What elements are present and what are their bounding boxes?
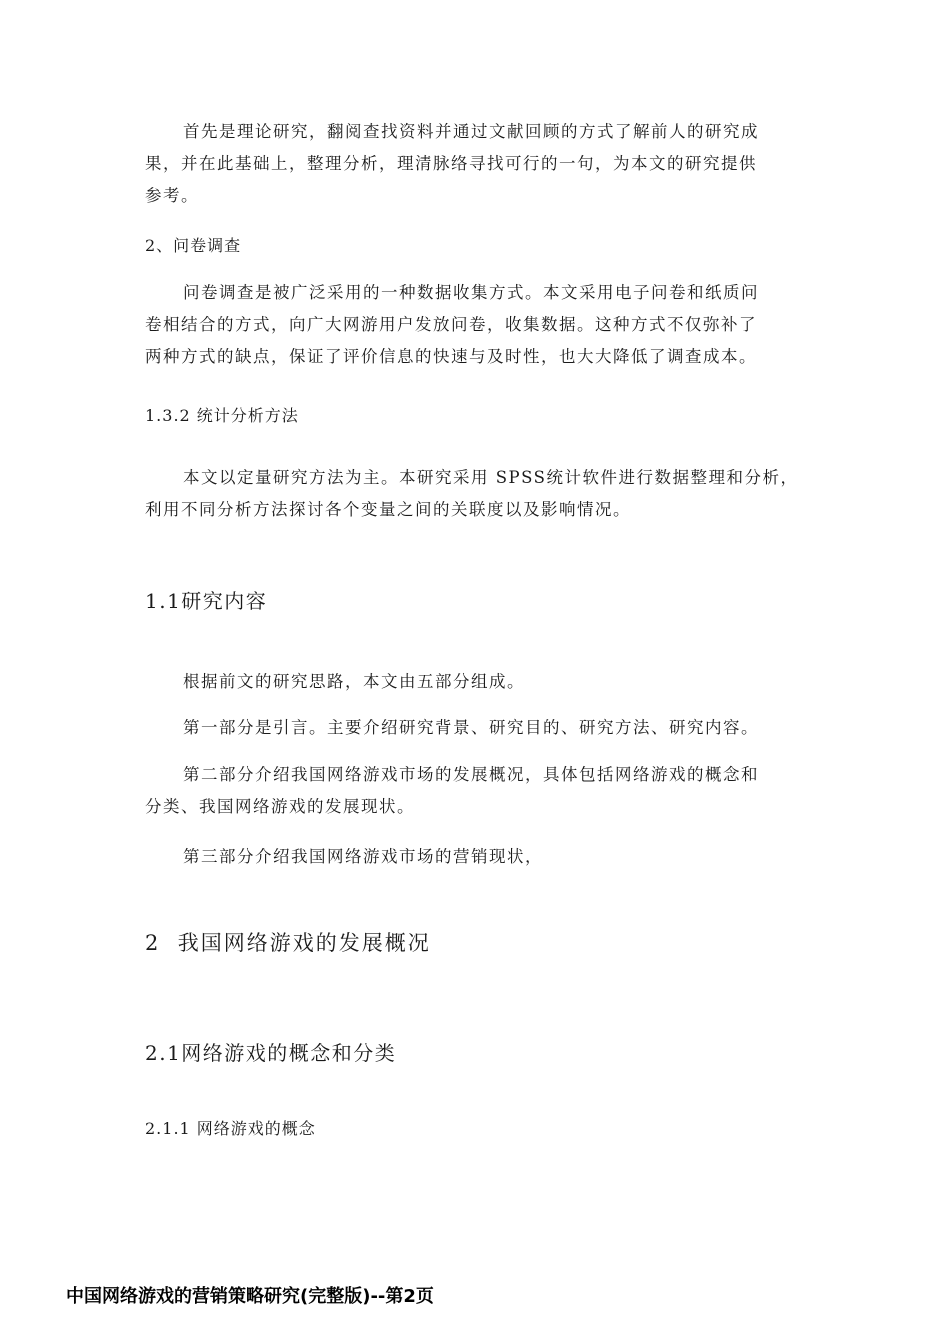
questionnaire-paragraph-line-1: 问卷调查是被广泛采用的一种数据收集方式。本文采用电子问卷和纸质问 [183,283,759,302]
intro-paragraph-line-3: 参考。 [145,186,199,205]
page-footer: 中国网络游戏的营销策略研究(完整版)--第2页 [66,1286,434,1307]
stats-paragraph-line-1: 本文以定量研究方法为主。本研究采用 SPSS统计软件进行数据整理和分析， [183,468,799,487]
content-paragraph-4: 第三部分介绍我国网络游戏市场的营销现状， [183,847,543,866]
questionnaire-paragraph-line-2: 卷相结合的方式，向广大网游用户发放问卷，收集数据。这种方式不仅弥补了 [145,315,757,334]
intro-paragraph-line-2: 果，并在此基础上，整理分析，理清脉络寻找可行的一句，为本文的研究提供 [145,154,757,173]
chapter-2-heading: 2 我国网络游戏的发展概况 [145,931,431,955]
section-1-3-2-heading: 1.3.2 统计分析方法 [145,406,299,425]
section-2-1-1-heading: 2.1.1 网络游戏的概念 [145,1119,316,1138]
content-paragraph-1: 根据前文的研究思路，本文由五部分组成。 [183,672,525,691]
stats-paragraph-line-2: 利用不同分析方法探讨各个变量之间的关联度以及影响情况。 [145,500,631,519]
questionnaire-paragraph-line-3: 两种方式的缺点，保证了评价信息的快速与及时性，也大大降低了调查成本。 [145,347,757,366]
section-2-1-heading: 2.1网络游戏的概念和分类 [145,1041,397,1065]
section-1-1-heading: 1.1研究内容 [145,589,268,613]
content-paragraph-2: 第一部分是引言。主要介绍研究背景、研究目的、研究方法、研究内容。 [183,718,759,737]
questionnaire-heading: 2、问卷调查 [145,236,242,255]
content-paragraph-3-line-1: 第二部分介绍我国网络游戏市场的发展概况，具体包括网络游戏的概念和 [183,765,759,784]
content-paragraph-3-line-2: 分类、我国网络游戏的发展现状。 [145,797,415,816]
intro-paragraph-line-1: 首先是理论研究，翻阅查找资料并通过文献回顾的方式了解前人的研究成 [183,122,759,141]
